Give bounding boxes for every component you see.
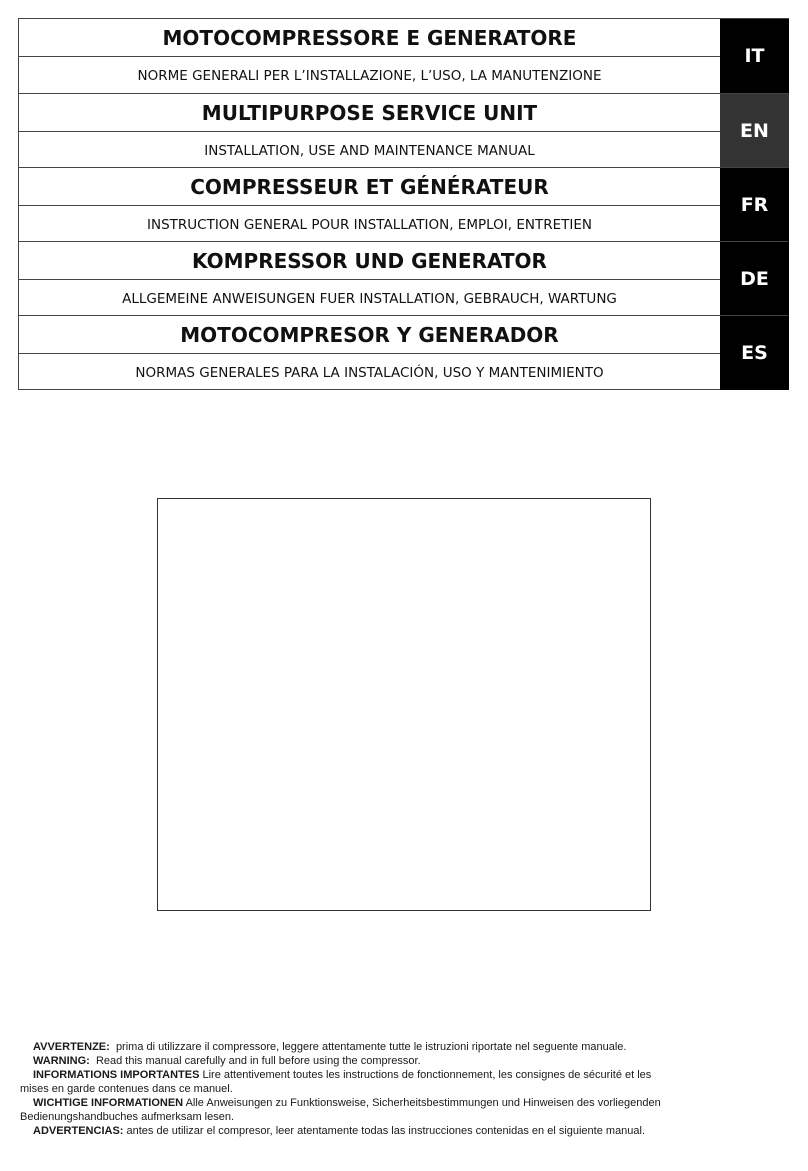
language-code-it: IT: [720, 19, 789, 93]
warning-en: [20, 1054, 680, 1068]
warning-lead-es: ADVERTENCIAS:: [33, 1125, 124, 1137]
title-de: KOMPRESSOR UND GENERATOR: [192, 248, 547, 273]
language-row-fr: [19, 167, 788, 242]
product-image-placeholder: [157, 498, 651, 911]
title-it: MOTOCOMPRESSORE E GENERATORE: [162, 25, 577, 50]
title-en: MULTIPURPOSE SERVICE UNIT: [201, 100, 538, 125]
language-row-en: [19, 93, 788, 168]
language-header-table: [18, 18, 789, 390]
warning-lead-en: WARNING:: [33, 1055, 90, 1067]
warning-text-es: antes de utilizar el compresor, leer atentamente todas las instrucciones contenidas en el siguiente manual.: [126, 1125, 646, 1137]
title-es: MOTOCOMPRESOR Y GENERADOR: [180, 322, 559, 347]
subtitle-it: NORME GENERALI PER L’INSTALLAZIONE, L’USO, LA MANUTENZIONE: [19, 56, 720, 94]
language-code-fr: FR: [720, 168, 789, 242]
subtitle-fr: INSTRUCTION GENERAL POUR INSTALLATION, EMPLOI, ENTRETIEN: [19, 205, 720, 243]
warnings-block: [20, 1040, 680, 1138]
warning-text-it: prima di utilizzare il compressore, leggere attentamente tutte le istruzioni riportate nel seguente manuale.: [115, 1041, 627, 1053]
warning-lead-de: WICHTIGE INFORMATIONEN: [33, 1097, 184, 1109]
subtitle-de: ALLGEMEINE ANWEISUNGEN FUER INSTALLATION, GEBRAUCH, WARTUNG: [19, 279, 720, 317]
language-code-es: ES: [720, 316, 789, 390]
warning-fr: [20, 1068, 680, 1096]
language-code-de: DE: [720, 242, 789, 316]
warning-it: [20, 1040, 680, 1054]
language-row-de: [19, 241, 788, 316]
language-row-es: [19, 315, 788, 390]
language-code-en: EN: [720, 94, 789, 168]
warning-lead-fr: INFORMATIONS IMPORTANTES: [33, 1069, 200, 1081]
warning-text-de: Alle Anweisungen zu Funktionsweise, Sicherheitsbestimmungen und Hinweisen des vorliegenden Bedienungshandbuches aufmerksam lesen.: [20, 1097, 661, 1123]
warning-text-en: Read this manual carefully and in full before using the compressor.: [95, 1055, 421, 1067]
warning-lead-it: AVVERTENZE:: [33, 1041, 110, 1053]
warning-es: [20, 1124, 680, 1138]
warning-de: [20, 1096, 680, 1124]
subtitle-es: NORMAS GENERALES PARA LA INSTALACIÓN, USO Y MANTENIMIENTO: [19, 353, 720, 391]
title-fr: COMPRESSEUR ET GÉNÉRATEUR: [190, 174, 549, 199]
subtitle-en: INSTALLATION, USE AND MAINTENANCE MANUAL: [19, 131, 720, 169]
language-row-it: [19, 19, 788, 93]
warning-text-fr: Lire attentivement toutes les instructions de fonctionnement, les consignes de sécurité et les mises en garde contenues dans ce manuel.: [20, 1069, 652, 1095]
